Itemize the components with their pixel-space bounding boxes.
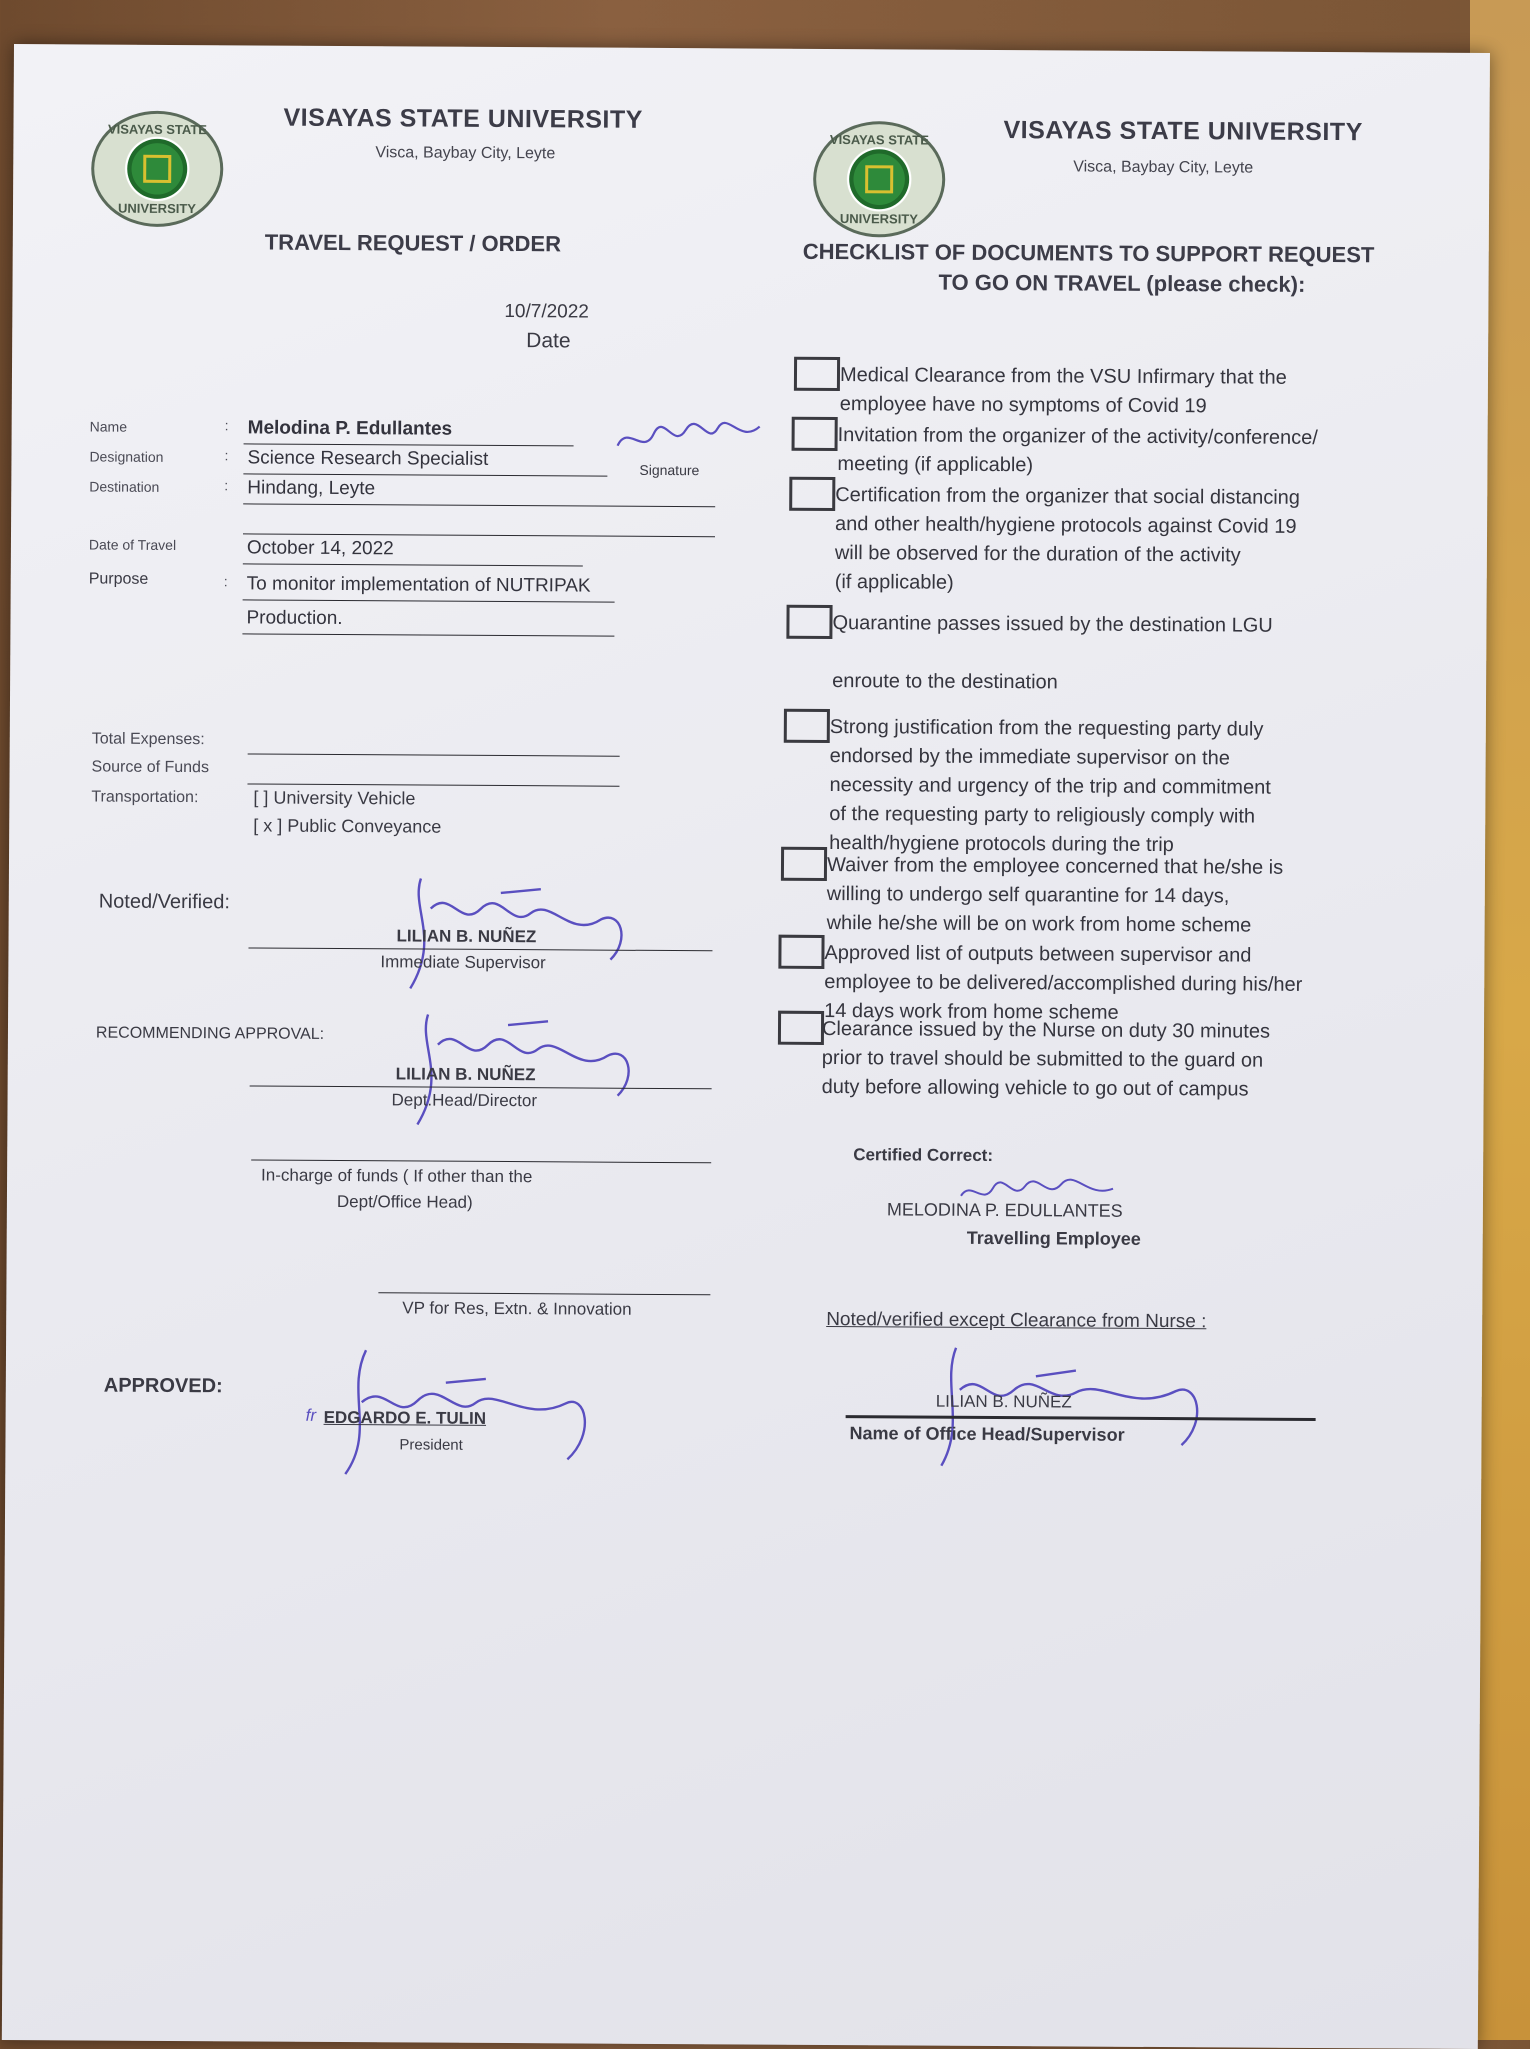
- checklist-item-1-line-2: employee have no symptoms of Covid 19: [839, 393, 1207, 418]
- certified-correct-label: Certified Correct:: [853, 1145, 994, 1166]
- checklist-item-1-line-1: Medical Clearance from the VSU Infirmary that the: [839, 364, 1287, 389]
- checklist-checkbox-7[interactable]: [778, 935, 824, 969]
- checklist-item-7-line-1: Approved list of outputs between supervisor and: [824, 941, 1252, 967]
- checklist-item-3-line-1: Certification from the organizer that social distancing: [835, 484, 1300, 509]
- checklist-checkbox-1[interactable]: [794, 357, 840, 391]
- total-expenses-label: Total Expenses:: [91, 730, 205, 749]
- funds-incharge-line2: Dept/Office Head): [336, 1191, 473, 1212]
- checklist-checkbox-3[interactable]: [789, 477, 835, 511]
- destination-value: Hindang, Leyte: [247, 477, 376, 500]
- travel-order-document: VISAYAS STATE UNIVERSITY VISAYAS STATE UNIVERSITY Visca, Baybay City, Leyte TRAVEL REQUEST / ORDER 10/7/2022 Date Name : Melodina P. Edullantes Designation : Science Research Specialist Signature Destination : Hindang, Leyte Date of Travel October 14, 2022 Purpose : To monitor implementation of NUTRIPAK Production. Total Expenses: Source of Funds Transportation: [ ] University Vehicle [ x ] Public Conveyance Noted/Verified: LILIAN B. NUÑEZ Immediate Supervisor RECOMMENDING APPROVAL: LILIAN B. NUÑEZ Dept.Head/Director In-charge of funds ( If other than the Dept/Office Head) VP for Res, Extn. & Innovation APPROVED: fr EDGARDO E. TULIN President VISAYAS STATE UNIVERSITY VISAYAS STATE UNIVERSITY Visca, Baybay City, Leyte CHECKLIST OF DOCUMENTS TO SUPPORT REQUEST TO GO ON TRAVEL (please check): Medical Clearance from the VSU Infirmary that the employee have no symptoms of Covid 19 Invitation from the organizer of the activity/conference/ meeting (if applicable) Certification from the organizer that social distancing and other health/hygiene protocols against Covid 19 will be observed for the duration of the activity (if applicable) Quarantine passes issued by the destination LGU enroute to the destination Strong justification from the requesting party duly endorsed by the immediate supervisor on the necessity and urgency of the trip and commitment of the requesting party to religiously comply with health/hygiene protocols during the trip Waiver from the employee concerned that he/she is willing to undergo self quarantine for 14 days, while he/she will be on work from home scheme Approved list of outputs between supervisor and employee to be delivered/accomplished during his/her 14 days work from home scheme Clearance issued by the Nurse on duty 30 minutes prior to travel should be submitted to the guard on duty before allowing vehicle to go out of campus Certified Correct: MELODINA P. EDULLANTES Travelling Employee Noted/verified except Clearance from Nurse : LILIAN B. NUÑEZ Name of Office Head/Supervisor: [2, 44, 1490, 2049]
- source-of-funds-label: Source of Funds: [91, 758, 210, 777]
- name-value: Melodina P. Edullantes: [247, 417, 453, 440]
- checklist-title-line1: CHECKLIST OF DOCUMENTS TO SUPPORT REQUEST: [802, 238, 1375, 268]
- seal-emblem-icon: [127, 139, 187, 199]
- checklist-item-2-line-1: Invitation from the organizer of the activity/conference/: [837, 424, 1318, 449]
- certified-employee-role: Travelling Employee: [966, 1227, 1141, 1249]
- checklist-item-5-line-2: endorsed by the immediate supervisor on the: [829, 744, 1230, 770]
- checklist-item-2-line-2: meeting (if applicable): [837, 453, 1034, 477]
- approved-name: EDGARDO E. TULIN: [323, 1407, 487, 1428]
- checklist-checkbox-8[interactable]: [778, 1011, 824, 1045]
- checklist-checkbox-6[interactable]: [781, 847, 827, 881]
- request-date-label: Date: [526, 329, 571, 353]
- certified-employee-name: MELODINA P. EDULLANTES: [886, 1199, 1123, 1221]
- purpose-value-line1: To monitor implementation of NUTRIPAK: [246, 573, 591, 597]
- checklist-item-4-line-3: enroute to the destination: [832, 670, 1058, 694]
- checklist-checkbox-4[interactable]: [786, 605, 832, 639]
- recommending-role: Dept.Head/Director: [391, 1090, 538, 1111]
- signature-label: Signature: [639, 461, 700, 479]
- approved-role: President: [399, 1436, 463, 1454]
- checklist-item-7-line-3: 14 days work from home scheme: [824, 999, 1119, 1024]
- date-of-travel-value: October 14, 2022: [246, 537, 394, 560]
- funds-incharge-line1: In-charge of funds ( If other than the: [261, 1165, 533, 1187]
- noted-supervisor-name: LILIAN B. NUÑEZ: [396, 926, 537, 947]
- checklist-checkbox-5[interactable]: [784, 709, 830, 743]
- destination-label: Destination: [89, 478, 160, 495]
- transport-option-public-conveyance: [ x ] Public Conveyance: [253, 815, 442, 837]
- designation-value: Science Research Specialist: [247, 447, 489, 470]
- university-name-right: VISAYAS STATE UNIVERSITY: [1003, 116, 1363, 147]
- transportation-label: Transportation:: [91, 788, 199, 807]
- noted-supervisor-role: Immediate Supervisor: [380, 952, 546, 973]
- checklist-item-6-line-3: while he/she will be on work from home scheme: [826, 911, 1252, 937]
- checklist-item-5-line-1: Strong justification from the requesting party duly: [829, 715, 1264, 741]
- checklist-item-5-line-3: necessity and urgency of the trip and commitment: [829, 773, 1271, 799]
- employee-signature-top: [613, 416, 763, 463]
- recommending-approval-label: RECOMMENDING APPROVAL:: [95, 1024, 325, 1043]
- checklist-item-8-line-1: Clearance issued by the Nurse on duty 30 minutes: [821, 1017, 1271, 1043]
- checklist-item-8-line-2: prior to travel should be submitted to the guard on: [821, 1046, 1264, 1072]
- approved-prefix: fr: [305, 1405, 317, 1425]
- checklist-title-line2: TO GO ON TRAVEL (please check):: [938, 269, 1306, 297]
- checklist-item-4-line-1: Quarantine passes issued by the destination LGU: [832, 612, 1273, 637]
- office-head-name: LILIAN B. NUÑEZ: [935, 1391, 1072, 1412]
- vp-label: VP for Res, Extn. & Innovation: [402, 1298, 632, 1319]
- name-label: Name: [89, 418, 128, 435]
- purpose-label: Purpose: [88, 570, 149, 588]
- travel-request-title: TRAVEL REQUEST / ORDER: [264, 229, 562, 257]
- office-head-role: Name of Office Head/Supervisor: [849, 1423, 1125, 1445]
- purpose-value-line2: Production.: [246, 607, 343, 630]
- checklist-item-5-line-5: health/hygiene protocols during the trip: [829, 831, 1174, 857]
- noted-except-nurse-label: Noted/verified except Clearance from Nurse :: [826, 1308, 1207, 1333]
- recommending-name: LILIAN B. NUÑEZ: [395, 1064, 536, 1085]
- checklist-item-7-line-2: employee to be delivered/accomplished during his/her: [824, 970, 1303, 996]
- university-address-left: Visca, Baybay City, Leyte: [375, 144, 556, 163]
- transport-option-university-vehicle: [ ] University Vehicle: [253, 787, 416, 809]
- university-name-left: VISAYAS STATE UNIVERSITY: [283, 103, 643, 134]
- checklist-checkbox-2[interactable]: [792, 417, 838, 451]
- university-address-right: Visca, Baybay City, Leyte: [1073, 158, 1254, 177]
- date-of-travel-label: Date of Travel: [88, 536, 177, 553]
- seal-emblem-icon: [849, 149, 909, 209]
- noted-verified-label: Noted/Verified:: [98, 890, 231, 914]
- checklist-item-3-line-4: (if applicable): [834, 571, 954, 594]
- checklist-item-5-line-4: of the requesting party to religiously comply with: [829, 802, 1256, 828]
- checklist-item-6-line-1: Waiver from the employee concerned that he/she is: [826, 853, 1284, 879]
- approved-label: APPROVED:: [103, 1374, 223, 1398]
- university-seal-right: VISAYAS STATE UNIVERSITY: [813, 121, 946, 238]
- designation-label: Designation: [89, 448, 164, 465]
- checklist-item-3-line-2: and other health/hygiene protocols against Covid 19: [835, 513, 1297, 538]
- university-seal-left: VISAYAS STATE UNIVERSITY: [91, 110, 224, 227]
- checklist-item-3-line-3: will be observed for the duration of the activity: [834, 542, 1241, 567]
- request-date-value: 10/7/2022: [504, 301, 589, 323]
- checklist-item-6-line-2: willing to undergo self quarantine for 14 days,: [826, 882, 1230, 908]
- checklist-item-8-line-3: duty before allowing vehicle to go out of campus: [821, 1075, 1249, 1101]
